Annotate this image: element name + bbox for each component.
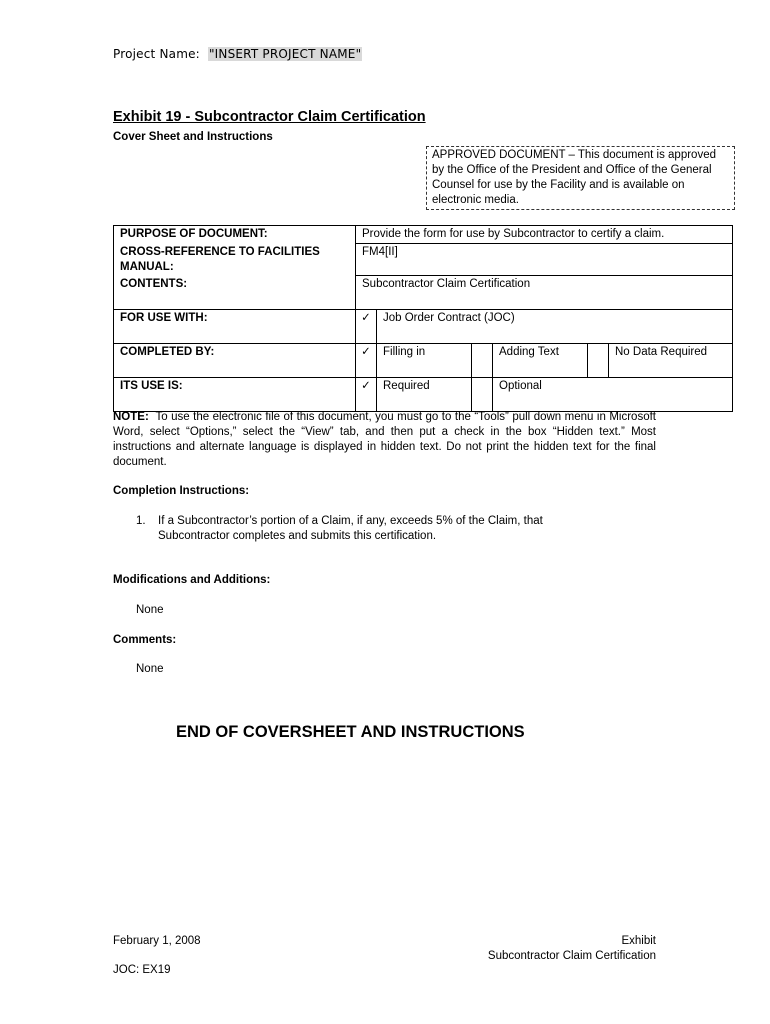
footer-right [488,934,656,964]
modifications-heading: Modifications and Additions: [113,574,271,586]
completion-item-number: 1. [136,515,146,527]
required-option: Required [377,378,472,412]
footer-date: February 1, 2008 [113,935,201,947]
completion-heading: Completion Instructions: [113,485,250,497]
no-data-checkbox[interactable] [588,344,609,378]
required-checkbox[interactable]: ✓ [356,378,377,412]
completed-by-label: COMPLETED BY: [114,344,356,378]
project-name-label: Project Name: [113,47,200,61]
for-use-checkbox[interactable]: ✓ [356,310,377,344]
adding-text-option: Adding Text [493,344,588,378]
project-name-line [113,47,362,61]
document-title: Exhibit 19 - Subcontractor Claim Certification [113,109,426,125]
document-info-table [113,225,733,412]
document-subtitle: Cover Sheet and Instructions [113,131,273,143]
note-label: NOTE: [113,411,149,423]
filling-in-checkbox[interactable]: ✓ [356,344,377,378]
completion-item-text: If a Subcontractor’s portion of a Claim, if any, exceeds 5% of the Claim, that Subcontractor completes and submits this certification. [158,515,543,542]
footer-exhibit: Exhibit [621,935,656,947]
approved-document-box: APPROVED DOCUMENT – This document is approved by the Office of the President and Office of the General Counsel for use by the Facility and is available on electronic media. [426,146,735,210]
optional-option: Optional [493,378,733,412]
project-name-field[interactable]: "INSERT PROJECT NAME" [208,47,362,61]
modifications-text: None [136,604,164,616]
contents-label: CONTENTS: [114,276,356,310]
adding-text-checkbox[interactable] [472,344,493,378]
comments-heading: Comments: [113,634,177,646]
footer-code: JOC: EX19 [113,964,171,976]
crossref-value: FM4[II] [356,244,733,276]
for-use-value: Job Order Contract (JOC) [377,310,733,344]
footer-doc-title: Subcontractor Claim Certification [487,950,656,962]
note-paragraph [113,410,656,470]
no-data-option: No Data Required [609,344,733,378]
crossref-label: CROSS-REFERENCE TO FACILITIES MANUAL: [114,244,356,276]
comments-text: None [136,663,164,675]
for-use-label: FOR USE WITH: [114,310,356,344]
filling-in-option: Filling in [377,344,472,378]
its-use-label: ITS USE IS: [114,378,356,412]
note-text: To use the electronic file of this document, you must go to the “Tools” pull down menu in Microsoft Word, select “Options,” select the “View” tab, and then put a check in the box “Hidden text.” Most instructions and alternate language is displayed in hidden text. Do not print the hidden text for the final document. [113,411,656,468]
purpose-label: PURPOSE OF DOCUMENT: [114,226,356,244]
optional-checkbox[interactable] [472,378,493,412]
purpose-value: Provide the form for use by Subcontractor to certify a claim. [356,226,733,244]
end-heading: END OF COVERSHEET AND INSTRUCTIONS [176,723,525,741]
contents-value: Subcontractor Claim Certification [356,276,733,310]
